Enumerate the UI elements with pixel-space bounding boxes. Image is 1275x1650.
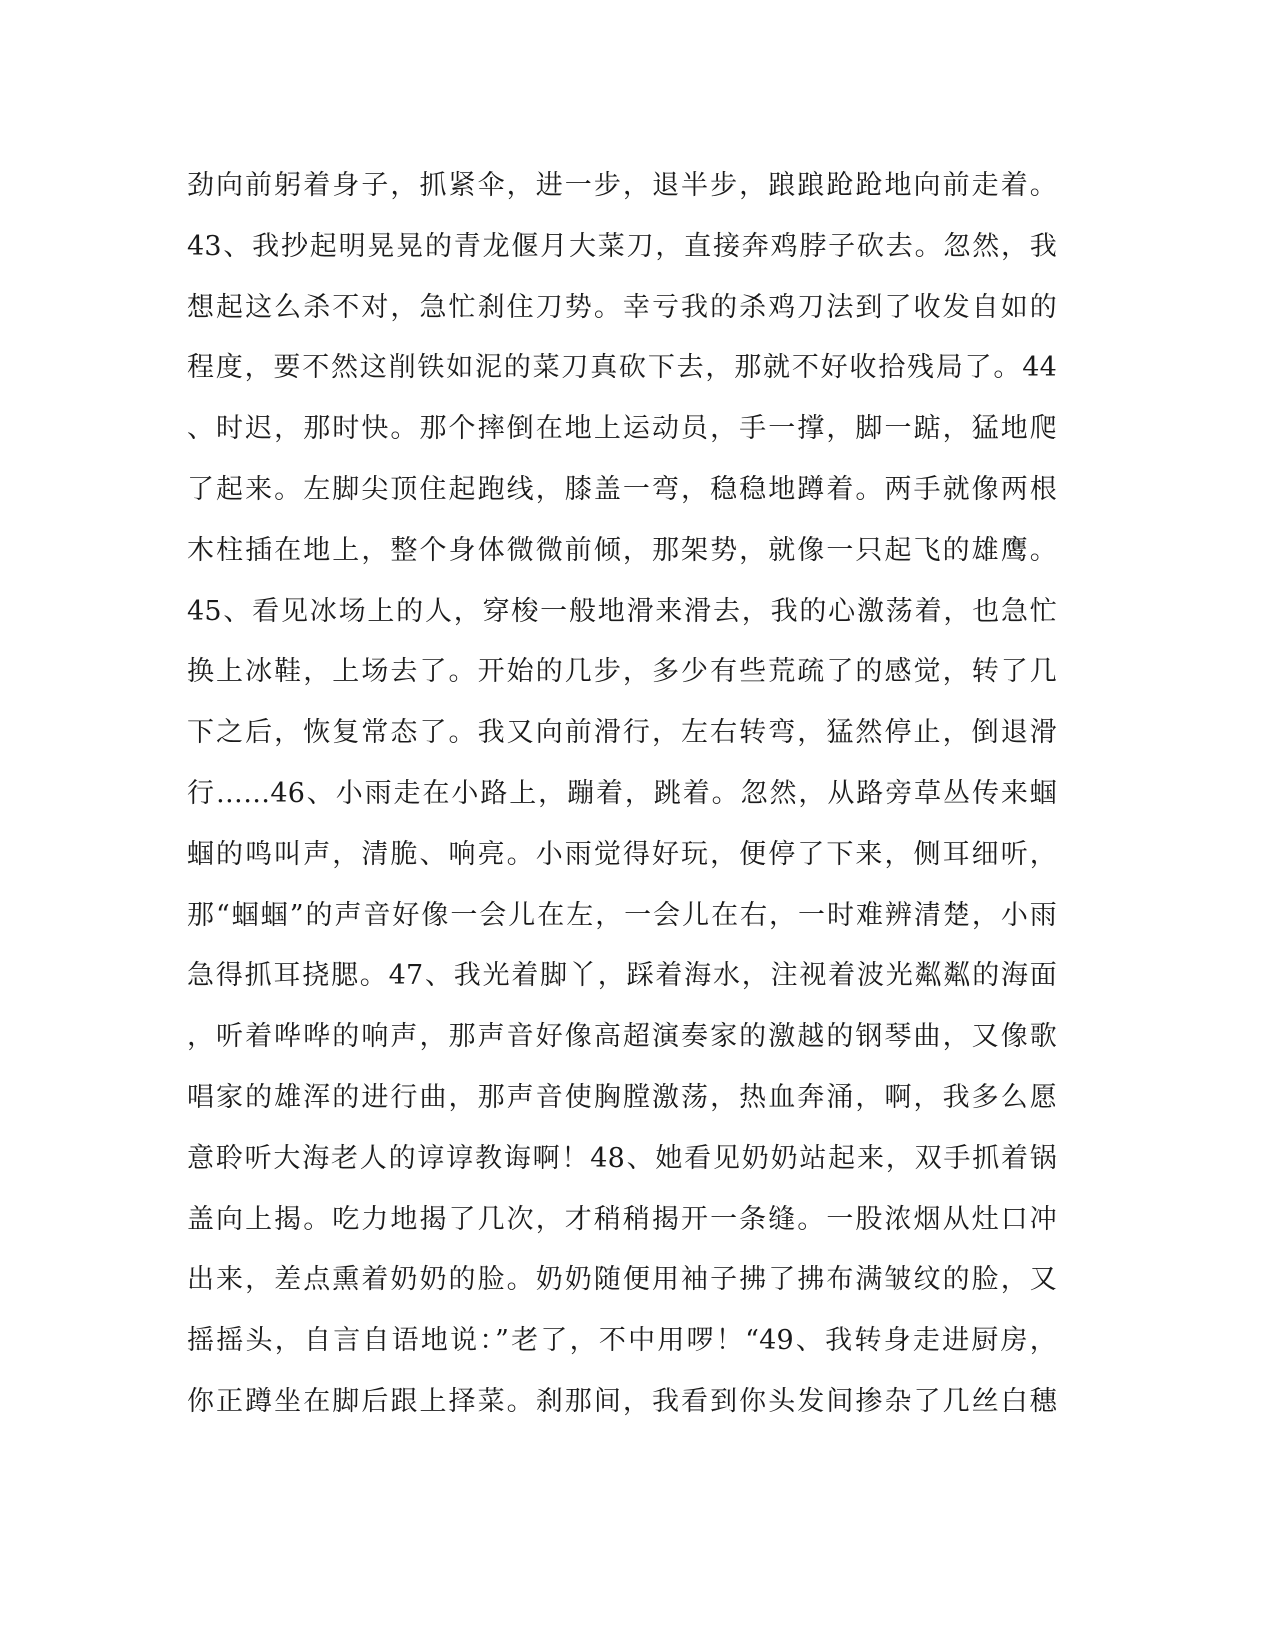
text-line: 摇摇头，自言自语地说：”老了，不中用啰！“49、我转身走进厨房， <box>187 1325 1057 1357</box>
text-line: 了起来。左脚尖顶住起跑线，膝盖一弯，稳稳地蹲着。两手就像两根 <box>187 473 1057 505</box>
text-line: 行……46、小雨走在小路上，蹦着，跳着。忽然，从路旁草丛传来蝈 <box>187 777 1057 809</box>
text-line: 那“蝈蝈”的声音好像一会儿在左，一会儿在右，一时难辨清楚，小雨 <box>187 899 1057 931</box>
text-line: 43、我抄起明晃晃的青龙偃月大菜刀，直接奔鸡脖子砍去。忽然，我 <box>187 230 1057 262</box>
text-line: 意聆听大海老人的谆谆教诲啊！48、她看见奶奶站起来，双手抓着锅 <box>187 1142 1057 1174</box>
body-text <box>187 156 1057 1433</box>
text-line: 你正蹲坐在脚后跟上择菜。刹那间，我看到你头发间掺杂了几丝白穗 <box>187 1385 1057 1417</box>
text-line: 、时迟，那时快。那个摔倒在地上运动员，手一撑，脚一踮，猛地爬 <box>187 413 1057 445</box>
text-line: 劲向前躬着身子，抓紧伞，进一步，退半步，踉踉跄跄地向前走着。 <box>187 170 1057 201</box>
text-line: 急得抓耳挠腮。47、我光着脚丫，踩着海水，注视着波光粼粼的海面 <box>187 960 1057 992</box>
text-line: 45、看见冰场上的人，穿梭一般地滑来滑去，我的心激荡着，也急忙 <box>187 595 1057 627</box>
text-line: 蝈的鸣叫声，清脆、响亮。小雨觉得好玩，便停了下来，侧耳细听， <box>187 838 1057 870</box>
text-line: 想起这么杀不对，急忙刹住刀势。幸亏我的杀鸡刀法到了收发自如的 <box>187 291 1057 323</box>
text-line: 换上冰鞋，上场去了。开始的几步，多少有些荒疏了的感觉，转了几 <box>187 656 1057 688</box>
text-line: 出来，差点熏着奶奶的脸。奶奶随便用袖子拂了拂布满皱纹的脸，又 <box>187 1264 1057 1296</box>
text-line: 木柱插在地上，整个身体微微前倾，那架势，就像一只起飞的雄鹰。 <box>187 534 1057 566</box>
text-line: 程度，要不然这削铁如泥的菜刀真砍下去，那就不好收拾残局了。44 <box>187 352 1057 384</box>
text-line: 下之后，恢复常态了。我又向前滑行，左右转弯，猛然停止，倒退滑 <box>187 717 1057 749</box>
text-line: 盖向上揭。吃力地揭了几次，才稍稍揭开一条缝。一股浓烟从灶口冲 <box>187 1203 1057 1235</box>
text-line: ，听着哗哗的响声，那声音好像高超演奏家的激越的钢琴曲，又像歌 <box>187 1021 1057 1053</box>
text-line: 唱家的雄浑的进行曲，那声音使胸膛激荡，热血奔涌，啊，我多么愿 <box>187 1081 1057 1113</box>
